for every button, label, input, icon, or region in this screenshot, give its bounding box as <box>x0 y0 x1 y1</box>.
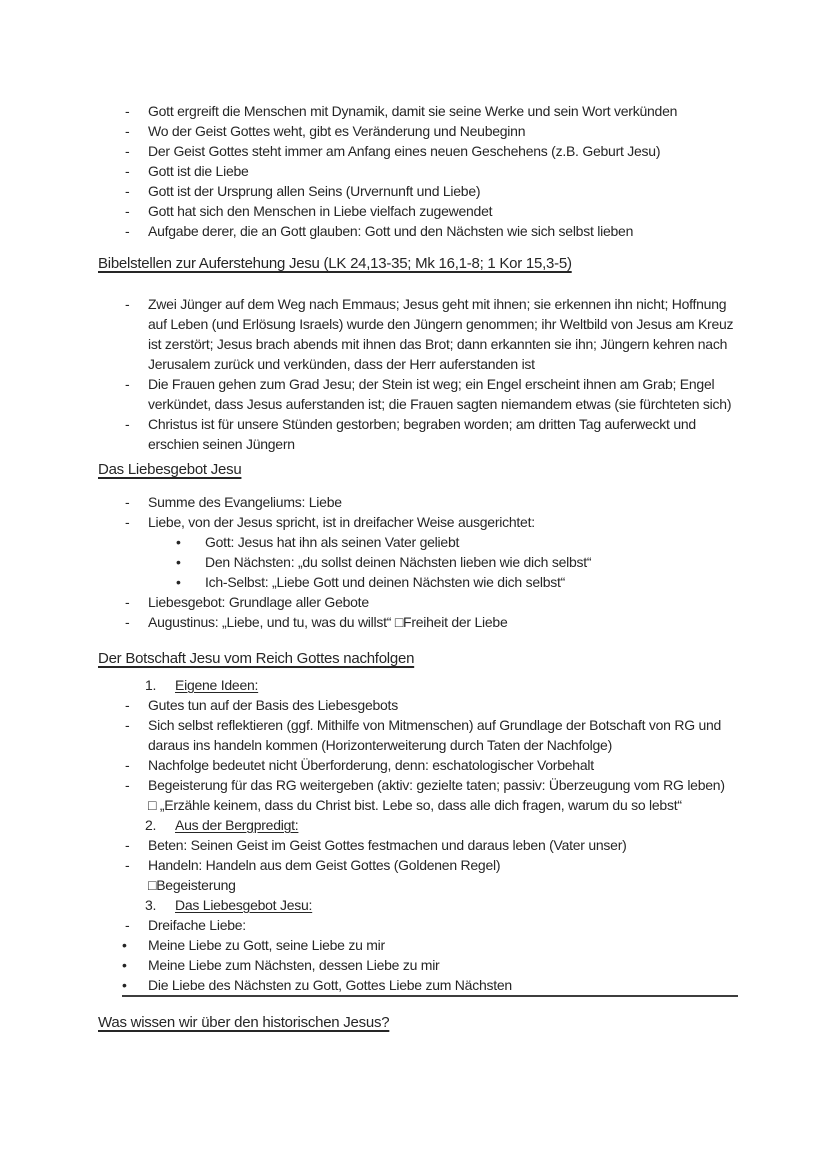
list-text: Beten: Seinen Geist im Geist Gottes festmachen und daraus leben (Vater unser) <box>148 837 627 853</box>
numbered-label: Eigene Ideen: <box>175 677 259 693</box>
dash-marker: - <box>125 123 130 139</box>
list-text: Meine Liebe zum Nächsten, dessen Liebe zu mir <box>148 957 440 973</box>
dash-marker: - <box>125 376 130 392</box>
list-text: Gott ergreift die Menschen mit Dynamik, damit sie seine Werke und sein Wort verkünden <box>148 103 678 119</box>
list-text: Gutes tun auf der Basis des Liebesgebots <box>148 697 398 713</box>
list-item <box>125 414 738 454</box>
dash-marker: - <box>125 103 130 119</box>
list-item <box>125 492 738 512</box>
bullet-marker: • <box>176 574 181 590</box>
list-text: Augustinus: „Liebe, und tu, was du willst“ □Freiheit der Liebe <box>148 614 508 630</box>
list-text: Gott hat sich den Menschen in Liebe vielfach zugewendet <box>148 203 493 219</box>
nachfolge-list <box>98 675 738 997</box>
list-item <box>125 835 738 855</box>
list-text: Aufgabe derer, die an Gott glauben: Gott und den Nächsten wie sich selbst lieben <box>148 223 634 239</box>
numbered-item <box>145 675 738 695</box>
dash-marker: - <box>125 163 130 179</box>
dash-marker: - <box>125 203 130 219</box>
section-heading-liebesgebot: Das Liebesgebot Jesu <box>98 461 242 478</box>
dash-marker: - <box>125 594 130 610</box>
list-item <box>125 755 738 775</box>
dash-marker: - <box>125 416 130 432</box>
list-text: Den Nächsten: „du sollst deinen Nächsten lieben wie dich selbst“ <box>205 554 592 570</box>
note: □Begeisterung <box>148 877 236 893</box>
list-item <box>125 775 738 795</box>
bullet-marker: • <box>122 977 127 993</box>
list-text: Gott: Jesus hat ihn als seinen Vater geliebt <box>205 534 460 550</box>
dash-marker: - <box>125 143 130 159</box>
sub-list-item <box>176 532 738 552</box>
list-item <box>125 201 738 221</box>
quote-note: □ „Erzähle keinem, dass du Christ bist. Lebe so, dass alle dich fragen, warum du so lebst“ <box>148 797 682 813</box>
list-item <box>125 855 738 875</box>
list-item <box>125 101 738 121</box>
dash-marker: - <box>125 494 130 510</box>
list-text: Die Liebe des Nächsten zu Gott, Gottes Liebe zum Nächsten <box>148 977 512 993</box>
section-heading-bibelstellen: Bibelstellen zur Auferstehung Jesu (LK 24,13-35; Mk 16,1-8; 1 Kor 15,3-5) <box>98 255 572 272</box>
dash-marker: - <box>125 223 130 239</box>
section-heading-nachfolge: Der Botschaft Jesu vom Reich Gottes nachfolgen <box>98 650 415 667</box>
dash-marker: - <box>125 697 130 713</box>
list-item <box>125 715 738 755</box>
number-marker: 2. <box>145 817 157 833</box>
numbered-label: Das Liebesgebot Jesu: <box>175 897 313 913</box>
list-text: Wo der Geist Gottes weht, gibt es Veränderung und Neubeginn <box>148 123 526 139</box>
liebesgebot-list <box>98 492 738 632</box>
dash-marker: - <box>125 777 130 793</box>
list-text: Der Geist Gottes steht immer am Anfang eines neuen Geschehens (z.B. Geburt Jesu) <box>148 143 661 159</box>
bullet-list-item <box>122 935 738 955</box>
list-text: Dreifache Liebe: <box>148 917 246 933</box>
list-item <box>125 294 738 374</box>
numbered-label: Aus der Bergpredigt: <box>175 817 299 833</box>
dash-marker: - <box>125 717 130 733</box>
list-item <box>125 512 738 532</box>
dash-marker: - <box>125 917 130 933</box>
dash-marker: - <box>125 614 130 630</box>
list-text: Gott ist die Liebe <box>148 163 249 179</box>
bullet-list-item <box>122 955 738 975</box>
list-item <box>125 121 738 141</box>
dash-marker: - <box>125 857 130 873</box>
sub-list-item <box>176 552 738 572</box>
list-item <box>125 612 738 632</box>
bullet-marker: • <box>122 957 127 973</box>
list-item <box>125 141 738 161</box>
numbered-item <box>145 815 738 835</box>
list-item <box>125 695 738 715</box>
list-text: Nachfolge bedeutet nicht Überforderung, denn: eschatologischer Vorbehalt <box>148 757 594 773</box>
list-item <box>125 374 738 414</box>
section-heading-historischer-jesus: Was wissen wir über den historischen Jesus? <box>98 1014 390 1031</box>
dash-marker: - <box>125 837 130 853</box>
intro-list <box>98 101 738 241</box>
numbered-item <box>145 895 738 915</box>
list-text: Zwei Jünger auf dem Weg nach Emmaus; Jesus geht mit ihnen; sie erkennen ihn nicht; Hoffnung auf Leben (und Erlösung Israels) wurde den Jüngern genommen; ihr Weltbild von Jesus am Kreuz ist zerstört; Jesus brach abends mit ihnen das Brot; dann erkannten sie ihn; Jüngern kehren nach Jerusalem zurück und verkünden, dass der Herr auferstanden ist <box>148 296 734 372</box>
dash-marker: - <box>125 514 130 530</box>
dash-marker: - <box>125 183 130 199</box>
number-marker: 1. <box>145 677 157 693</box>
bullet-list-item <box>122 975 738 997</box>
list-text: Die Frauen gehen zum Grad Jesu; der Stein ist weg; ein Engel erscheint ihnen am Grab; Engel verkündet, dass Jesus auferstanden ist; die Frauen sagten niemandem etwas (sie fürchteten sich) <box>148 376 732 412</box>
list-item <box>125 915 738 935</box>
list-text: Summe des Evangeliums: Liebe <box>148 494 342 510</box>
list-item <box>125 181 738 201</box>
number-marker: 3. <box>145 897 157 913</box>
list-text: Begeisterung für das RG weitergeben (aktiv: gezielte taten; passiv: Überzeugung vom RG leben) <box>148 777 725 793</box>
bullet-marker: • <box>122 937 127 953</box>
sub-list-item <box>176 572 738 592</box>
list-item <box>125 592 738 612</box>
list-text: Gott ist der Ursprung allen Seins (Urvernunft und Liebe) <box>148 183 481 199</box>
list-text: Liebe, von der Jesus spricht, ist in dreifacher Weise ausgerichtet: <box>148 514 535 530</box>
bullet-marker: • <box>176 554 181 570</box>
list-item <box>125 161 738 181</box>
list-text: Meine Liebe zu Gott, seine Liebe zu mir <box>148 937 385 953</box>
list-text: Handeln: Handeln aus dem Geist Gottes (Goldenen Regel) <box>148 857 501 873</box>
list-text: Liebesgebot: Grundlage aller Gebote <box>148 594 369 610</box>
bullet-marker: • <box>176 534 181 550</box>
dash-marker: - <box>125 757 130 773</box>
list-text: Christus ist für unsere Stünden gestorben; begraben worden; am dritten Tag auferweckt und erschien seinen Jüngern <box>148 416 696 452</box>
list-text: Ich-Selbst: „Liebe Gott und deinen Nächsten wie dich selbst“ <box>205 574 566 590</box>
dash-marker: - <box>125 296 130 312</box>
list-item <box>125 221 738 241</box>
bibelstellen-list <box>98 294 738 454</box>
list-text: Sich selbst reflektieren (ggf. Mithilfe von Mitmenschen) auf Grundlage der Botschaft von RG und daraus ins handeln kommen (Horizonterweiterung durch Taten der Nachfolge) <box>148 717 722 753</box>
